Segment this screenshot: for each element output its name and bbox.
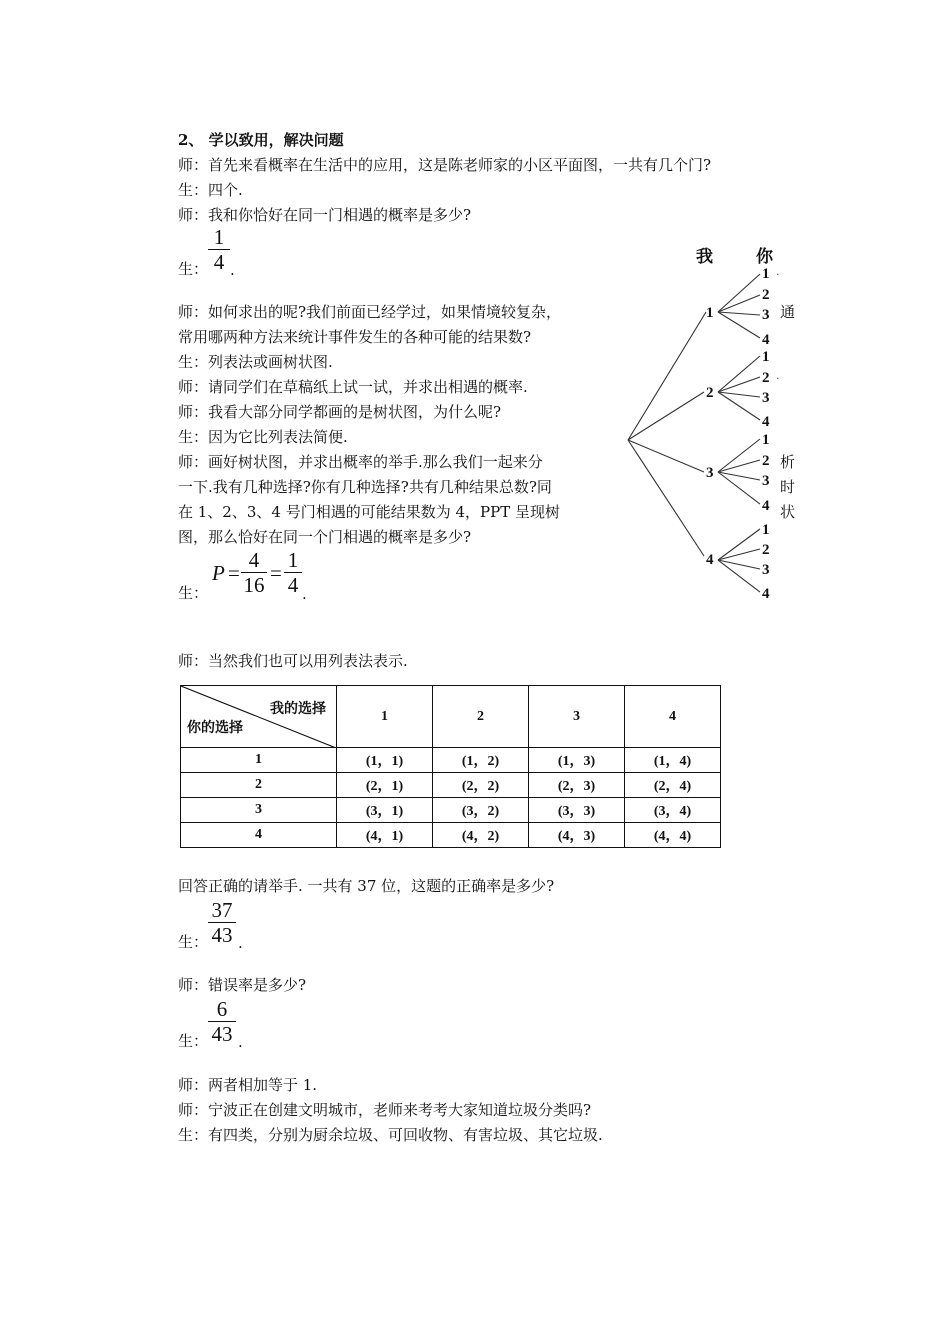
fraction-denominator: 4 [213,250,225,274]
clipped-char: 状 [780,503,796,521]
tree-branch [718,529,760,560]
table-cell: (2，1) [337,773,433,798]
fraction-answer-1 [208,226,230,273]
corner-label-you: 你的选择 [187,721,243,736]
fraction-numerator: 4 [248,548,260,572]
answer-prefix: 生： [178,584,209,602]
table-cell: (1，1) [337,748,433,773]
dialog-line: 在 1、2、3、4 号门相遇的可能结果数为 4，PPT 呈现树 [178,503,560,521]
dialog-line: 生：有四类，分别为厨余垃圾、可回收物、有害垃圾、其它垃圾. [178,1126,603,1144]
tree-branch [718,472,760,504]
tree-branch [628,392,704,440]
answer-prefix: 生： [178,933,209,951]
tree-node-you: 3 [762,562,770,578]
tree-node-me: 1 [706,305,714,321]
dialog-line: 师：首先来看概率在生活中的应用，这是陈老师家的小区平面图，一共有几个门? [178,156,712,174]
fraction-1-4 [284,549,302,596]
tree-branch [718,549,760,560]
dialog-line: 图，那么恰好在同一个门相遇的概率是多少? [178,528,472,546]
period: . [238,1033,243,1051]
probability-symbol: P [212,561,225,585]
tree-node-you: 3 [762,473,770,489]
column-header: 1 [337,686,433,748]
corner-label-me: 我的选择 [270,702,326,717]
tree-node-me: 2 [706,385,714,401]
dialog-line: 师：两者相加等于 1. [178,1076,318,1094]
tree-branch [628,440,704,556]
tree-header-me: 我 [696,247,713,266]
tree-diagram [620,240,820,610]
period: . [238,934,243,952]
tree-branch [718,439,760,472]
answer-prefix: 生： [178,260,209,278]
tree-node-you: 4 [762,332,770,348]
dialog-line: 师：我和你恰好在同一门相遇的概率是多少? [178,206,472,224]
fraction-denominator: 43 [211,1022,233,1046]
dialog-line: 师：宁波正在创建文明城市，老师来考考大家知道垃圾分类吗? [178,1101,592,1119]
table-cell: (1，3) [529,748,625,773]
fraction-numerator: 6 [216,997,228,1021]
period: . [230,261,235,279]
row-header: 3 [181,798,337,823]
tree-branch [718,295,760,312]
tree-node-you: 1 [762,266,770,282]
table-cell: (4，2) [433,823,529,848]
table-cell: (3，4) [625,798,721,823]
tree-node-you: 3 [762,307,770,323]
fraction-answer-3 [208,899,236,946]
row-header: 1 [181,748,337,773]
fraction-denominator: 4 [287,573,299,597]
fraction-numerator: 1 [287,548,299,572]
table-cell: (4，1) [337,823,433,848]
fraction-numerator: 37 [211,898,233,922]
fraction-answer-4 [208,998,236,1045]
equals-sign: = [228,561,240,585]
fraction-denominator: 16 [243,573,265,597]
answer-prefix: 生： [178,1032,209,1050]
tree-branch [718,472,760,480]
table-corner-cell [181,686,337,748]
table-cell: (2，4) [625,773,721,798]
clipped-char: 通 [780,303,796,321]
tree-node-you: 1 [762,522,770,538]
table-cell: (1，4) [625,748,721,773]
tree-branch [718,312,760,338]
row-header: 2 [181,773,337,798]
dialog-line: 师：当然我们也可以用列表法表示. [178,652,408,670]
table-row [181,773,721,798]
column-header: 2 [433,686,529,748]
stray-mark: · [776,372,780,385]
tree-node-you: 3 [762,390,770,406]
tree-branch [628,312,706,440]
dialog-line: 师：错误率是多少? [178,976,307,994]
tree-branch [718,460,760,472]
table-cell: (2，3) [529,773,625,798]
dialog-line: 师：我看大部分同学都画的是树状图，为什么呢? [178,403,502,421]
table-cell: (3，3) [529,798,625,823]
clipped-char: 时 [780,478,796,496]
table-row [181,823,721,848]
outcome-table [180,685,721,848]
tree-node-you: 4 [762,414,770,430]
table-cell: (2，2) [433,773,529,798]
fraction-denominator: 43 [211,923,233,947]
dialog-line: 师：画好树状图，并求出概率的举手.那么我们一起来分 [178,453,543,471]
tree-node-me: 3 [706,465,714,481]
dialog-line: 生：四个. [178,181,243,199]
column-header: 3 [529,686,625,748]
row-header: 4 [181,823,337,848]
tree-node-you: 2 [762,370,770,386]
dialog-line: 师：如何求出的呢?我们前面已经学过，如果情境较复杂， [178,303,562,321]
stray-mark: · [776,268,780,281]
tree-node-you: 4 [762,498,770,514]
tree-node-you: 2 [762,453,770,469]
tree-branch [718,356,760,392]
tree-node-you: 1 [762,349,770,365]
tree-header-you: 你 [756,247,773,266]
dialog-line: 生：因为它比列表法简便. [178,428,348,446]
section-heading: 2、 学以致用，解决问题 [178,131,344,149]
dialog-line: 一下.我有几种选择?你有几种选择?共有几种结果总数?同 [178,478,552,496]
clipped-char: 析 [780,453,796,471]
tree-node-you: 2 [762,287,770,303]
dialog-line: 师：请同学们在草稿纸上试一试，并求出相遇的概率. [178,378,528,396]
dialog-line: 生：列表法或画树状图. [178,353,333,371]
fraction-4-16 [241,549,267,596]
table-cell: (3，2) [433,798,529,823]
tree-branch [718,274,760,312]
tree-branch [718,377,760,392]
tree-branch [628,440,704,472]
tree-node-you: 2 [762,542,770,558]
table-row [181,798,721,823]
table-cell: (4，4) [625,823,721,848]
period: . [302,585,307,603]
fraction-numerator: 1 [213,225,225,249]
equals-sign: = [270,561,282,585]
dialog-line: 回答正确的请举手. 一共有 37 位，这题的正确率是多少? [178,877,555,895]
dialog-line: 常用哪两种方法来统计事件发生的各种可能的结果数? [178,328,532,346]
tree-node-you: 1 [762,432,770,448]
table-row [181,748,721,773]
tree-node-you: 4 [762,586,770,602]
table-cell: (4，3) [529,823,625,848]
table-cell: (1，2) [433,748,529,773]
column-header: 4 [625,686,721,748]
tree-branch [718,312,760,315]
table-cell: (3，1) [337,798,433,823]
tree-node-me: 4 [706,552,714,568]
